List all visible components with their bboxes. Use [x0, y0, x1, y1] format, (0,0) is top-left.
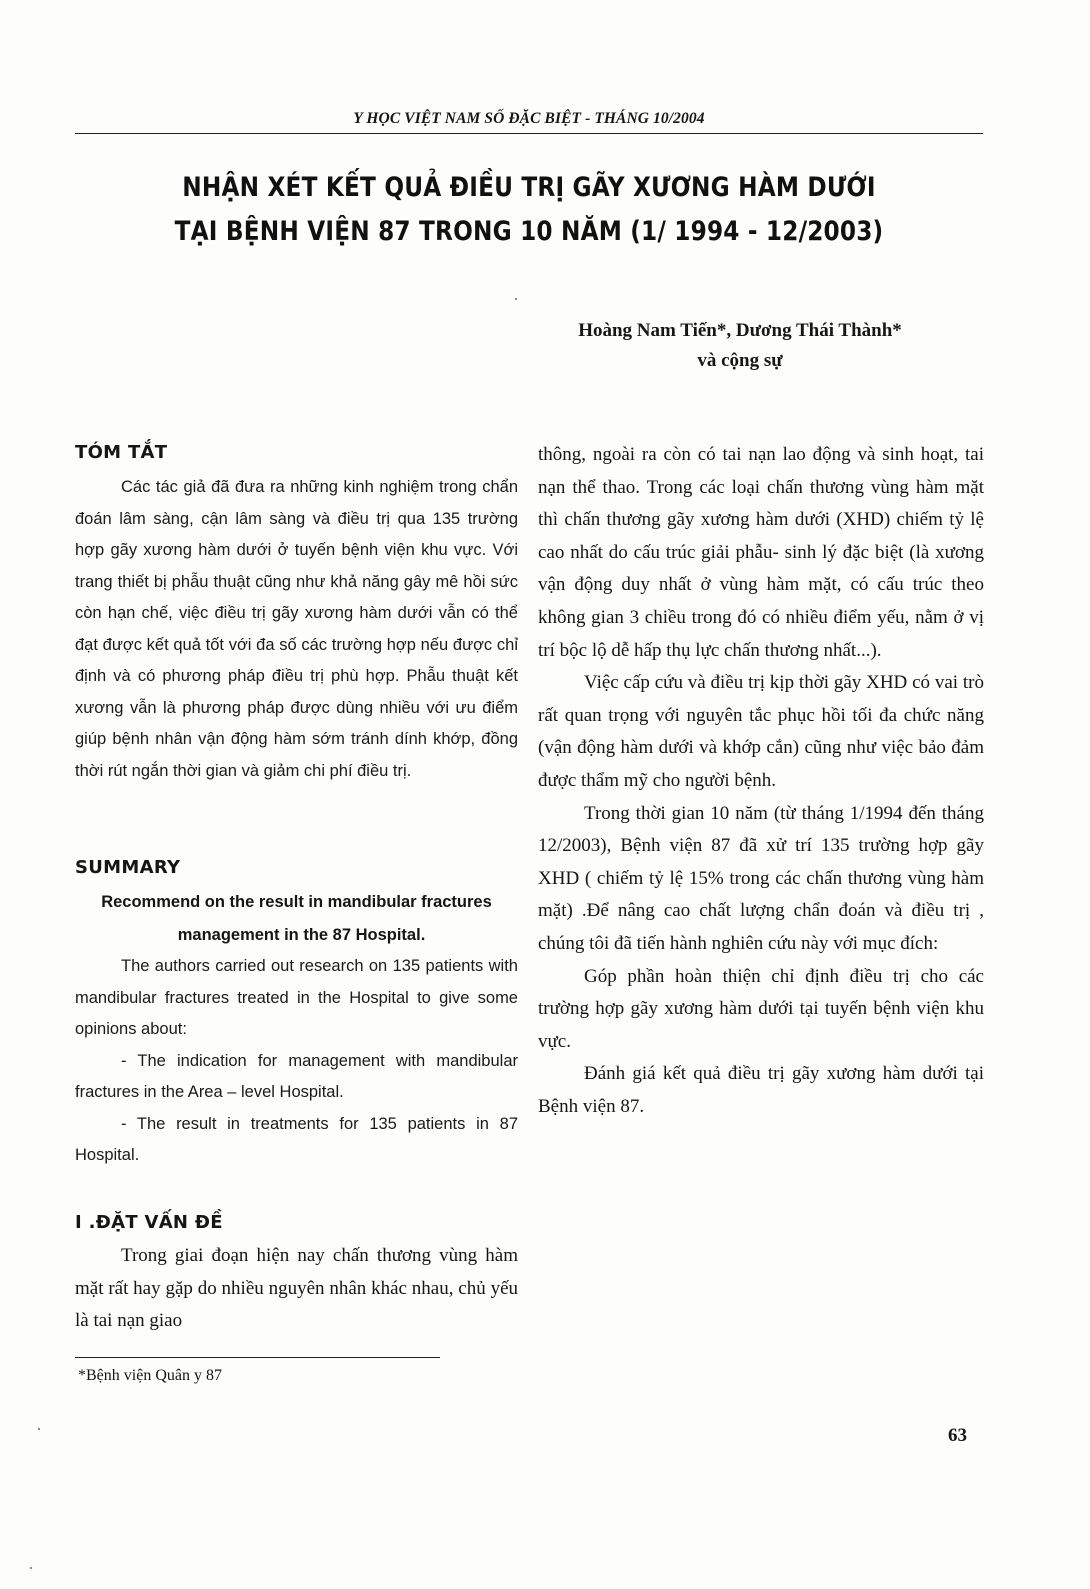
summary-paragraph-1: The authors carried out research on 135 patients with mandibular fractures treated in the Hospital to give some opinions about:: [75, 957, 518, 1038]
section-1-heading: I .ĐẶT VẤN ĐỀ: [75, 1212, 223, 1233]
article-title: [139, 166, 920, 254]
title-line-1: NHẬN XÉT KẾT QUẢ ĐIỀU TRỊ GÃY XƯƠNG HÀM DƯỚI: [182, 172, 876, 203]
scan-speck: [515, 298, 517, 300]
scan-speck: [30, 1567, 32, 1569]
authors-line-1: Hoàng Nam Tiến*, Dương Thái Thành*: [578, 320, 902, 341]
authors: [480, 316, 1000, 376]
abstract-paragraph: Các tác giả đã đưa ra những kinh nghiệm trong chẩn đoán lâm sàng, cận lâm sàng và điều trị qua 135 trường hợp gãy xương hàm dưới ở tuyến bệnh viện khu vực. Với trang thiết bị phẫu thuật cũng như khả năng gây mê hồi sức còn hạn chế, việc điều trị gãy xương hàm dưới vẫn có thể đạt được kết quả tốt với đa số các trường hợp nếu được chỉ định và có phương pháp điều trị phù hợp. Phẫu thuật kết xương vẫn là phương pháp được dùng nhiều với ưu điểm giúp bệnh nhân vận động hàm sớm tránh dính khớp, đồng thời rút ngắn thời gian và giảm chi phí điều trị.: [75, 478, 518, 780]
abstract-heading: TÓM TẮT: [75, 442, 168, 463]
summary-paragraph-3: - The result in treatments for 135 patients in 87 Hospital.: [75, 1114, 518, 1164]
section-1-left-text: [75, 1240, 518, 1338]
summary-title-line-1: Recommend on the result in mandibular fractures: [101, 893, 492, 911]
right-paragraph-5: Đánh giá kết quả điều trị gãy xương hàm dưới tại Bệnh viện 87.: [538, 1063, 984, 1117]
summary-body: [75, 951, 518, 1172]
summary-title: [75, 886, 518, 952]
right-paragraph-2: Việc cấp cứu và điều trị kịp thời gãy XHD có vai trò rất quan trọng với nguyên tắc phục hồi tối đa chức năng (vận động hàm dưới và khớp cắn) cũng như việc bảo đảm được thẩm mỹ cho người bệnh.: [538, 672, 984, 791]
abstract-text: [75, 472, 518, 787]
footnote: *Bệnh viện Quân y 87: [78, 1367, 222, 1384]
header-rule: [75, 133, 983, 134]
title-line-2: TẠI BỆNH VIỆN 87 TRONG 10 NĂM (1/ 1994 - 12/2003): [174, 216, 884, 247]
right-paragraph-3: Trong thời gian 10 năm (từ tháng 1/1994 đến tháng 12/2003), Bệnh viện 87 đã xử trí 135 trường hợp gãy XHD ( chiếm tỷ lệ 15% trong các chấn thương vùng hàm mặt) .Để nâng cao chất lượng chẩn đoán và điều trị , chúng tôi đã tiến hành nghiên cứu này với mục đích:: [538, 802, 984, 954]
summary-paragraph-2: - The indication for management with mandibular fractures in the Area – level Hospital.: [75, 1051, 518, 1101]
right-paragraph-4: Góp phần hoàn thiện chỉ định điều trị cho các trường hợp gãy xương hàm dưới tại tuyến bệnh viện khu vực.: [538, 965, 984, 1052]
footnote-rule: [75, 1357, 440, 1358]
right-paragraph-1: thông, ngoài ra còn có tai nạn lao động và sinh hoạt, tai nạn thể thao. Trong các loại chấn thương vùng hàm mặt thì chấn thương gãy xương hàm dưới (XHD) chiếm tỷ lệ cao nhất do cấu trúc giải phẫu- sinh lý đặc biệt (là xương vận động duy nhất ở vùng hàm mặt, có cấu trúc theo không gian 3 chiều trong đó có nhiều điểm yếu, nằm ở vị trí bộc lộ dễ hấp thụ lực chấn thương nhất...).: [538, 444, 984, 661]
section-1-paragraph-1: Trong giai đoạn hiện nay chấn thương vùng hàm mặt rất hay gặp do nhiều nguyên nhân khác nhau, chủ yếu là tai nạn giao: [75, 1245, 518, 1332]
scan-speck: [38, 1428, 40, 1430]
summary-heading: SUMMARY: [75, 857, 181, 878]
running-header: Y HỌC VIỆT NAM SỐ ĐẶC BIỆT - THÁNG 10/2004: [353, 110, 705, 127]
page-number: 63: [948, 1425, 967, 1446]
summary-title-line-2: management in the 87 Hospital.: [177, 926, 426, 944]
authors-line-2: và cộng sự: [697, 350, 783, 371]
section-1-right-text: [538, 439, 984, 1123]
